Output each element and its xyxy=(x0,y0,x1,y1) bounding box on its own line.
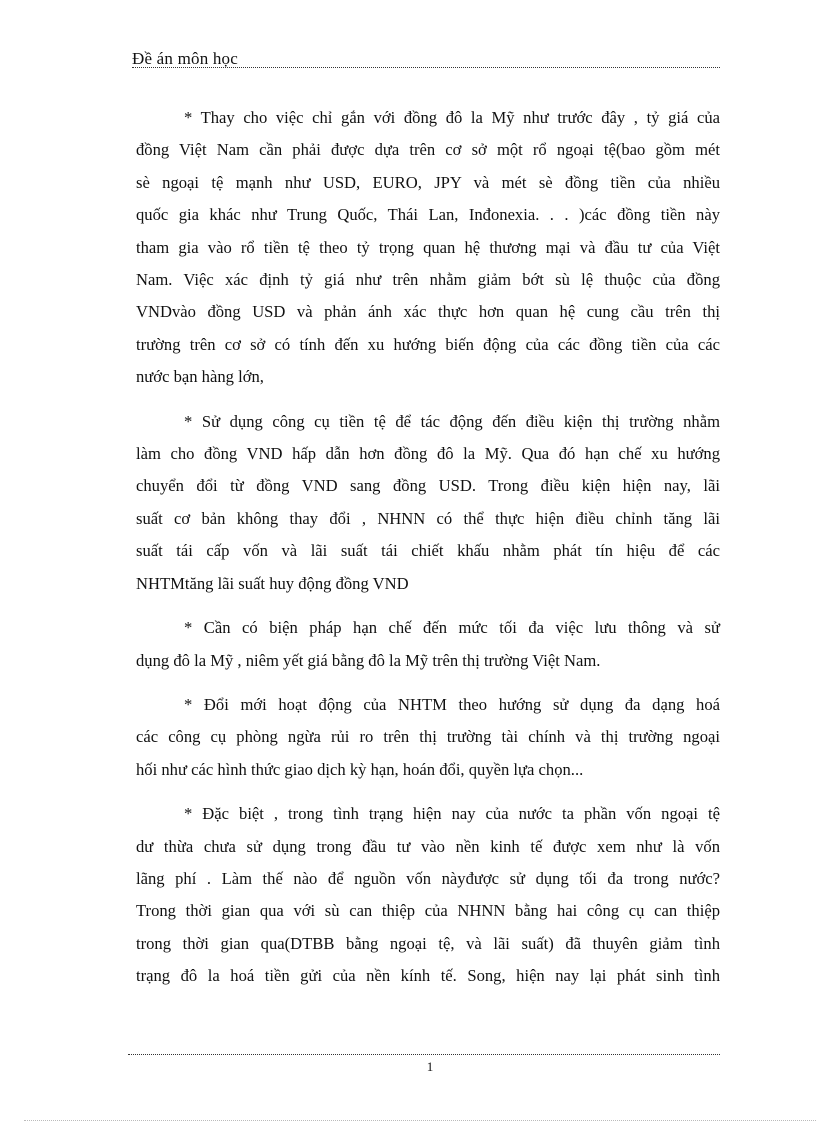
header-title: Đề án môn học xyxy=(132,49,238,68)
paragraph-line: Nam. Việc xác định tỷ giá như trên nhằm giảm bớt sù lệ thuộc của đồng xyxy=(136,270,720,290)
paragraph xyxy=(136,406,720,600)
paragraph-line: * Thay cho việc chỉ gắn với đồng đô la Mỹ như trước đây , tỷ giá của xyxy=(184,108,720,127)
paragraph-line: dụng đô la Mỹ , niêm yết giá bằng đô la Mỹ trên thị trường Việt Nam. xyxy=(136,650,601,670)
page-number: 1 xyxy=(426,1059,434,1074)
footer-dotted-rule xyxy=(128,1054,720,1055)
paragraph-line: các công cụ phòng ngừa rủi ro trên thị trường tài chính và thị trường ngoại xyxy=(136,727,720,747)
paragraph-line: dư thừa chưa sử dụng trong đầu tư vào nền kinh tế được xem như là vốn xyxy=(136,836,720,856)
paragraph-line: quốc gia khác như Trung Quốc, Thái Lan, Inđonexia. . . )các đồng tiền này xyxy=(136,205,720,225)
paragraph xyxy=(136,102,720,394)
paragraph-line: hối như các hình thức giao dịch kỳ hạn, hoán đổi, quyền lựa chọn... xyxy=(136,759,584,779)
paragraph xyxy=(136,798,720,992)
paragraph-line: trong thời gian qua(DTBB bằng ngoại tệ, và lãi suất) đã thuyên giảm tình xyxy=(136,933,720,953)
page-header xyxy=(132,49,720,69)
paragraph-line: chuyển đổi từ đồng VND sang đồng USD. Trong điều kiện hiện nay, lãi xyxy=(136,476,720,496)
paragraph-line: * Cần có biện pháp hạn chế đến mức tối đa việc lưu thông và sử xyxy=(184,618,720,638)
body-text xyxy=(136,102,720,1005)
paragraph-line: tham gia vào rổ tiền tệ theo tỷ trọng quan hệ thương mại và đầu tư của Việt xyxy=(136,237,720,257)
header-dotted-rule xyxy=(132,67,720,68)
paragraph-line: đồng Việt Nam cần phải được dựa trên cơ sở một rổ ngoại tệ(bao gồm mét xyxy=(136,140,720,160)
paragraph xyxy=(136,689,720,786)
paragraph xyxy=(136,612,720,677)
paragraph-line: suất tái cấp vốn và lãi suất tái chiết khấu nhằm phát tín hiệu để các xyxy=(136,541,720,561)
paragraph-line: sè ngoại tệ mạnh như USD, EURO, JPY và mét sè đồng tiền của nhiều xyxy=(136,172,720,192)
paragraph-line: VNDvào đồng USD và phản ánh xác thực hơn quan hệ cung cầu trên thị xyxy=(136,302,720,322)
paragraph-line: lãng phí . Làm thế nào để nguồn vốn nàyđược sử dụng tối đa trong nước? xyxy=(136,868,720,888)
paragraph-line: nước bạn hàng lớn, xyxy=(136,367,264,387)
paragraph-line: làm cho đồng VND hấp dẫn hơn đồng đô la Mỹ. Qua đó hạn chế xu hướng xyxy=(136,444,720,464)
paragraph-line: * Sử dụng công cụ tiền tệ để tác động đến điều kiện thị trường nhằm xyxy=(184,411,720,431)
paragraph-line: * Đặc biệt , trong tình trạng hiện nay của nước ta phần vốn ngoại tệ xyxy=(184,804,720,824)
paragraph-line: Trong thời gian qua với sù can thiệp của NHNN bằng hai công cụ can thiệp xyxy=(136,901,720,921)
paragraph-line: NHTMtăng lãi suất huy động đồng VND xyxy=(136,573,409,593)
paragraph-line: trường trên cơ sở có tính đến xu hướng biến động của các đồng tiền của các xyxy=(136,334,720,354)
paragraph-line: trạng đô la hoá tiền gửi của nền kính tế. Song, hiện nay lại phát sinh tình xyxy=(136,966,720,986)
paragraph-line: suất cơ bản không thay đổi , NHNN có thể thực hiện điều chỉnh tăng lãi xyxy=(136,508,720,528)
paragraph-line: * Đổi mới hoạt động của NHTM theo hướng sử dụng đa dạng hoá xyxy=(184,694,720,714)
page-bottom-edge xyxy=(24,1120,816,1121)
